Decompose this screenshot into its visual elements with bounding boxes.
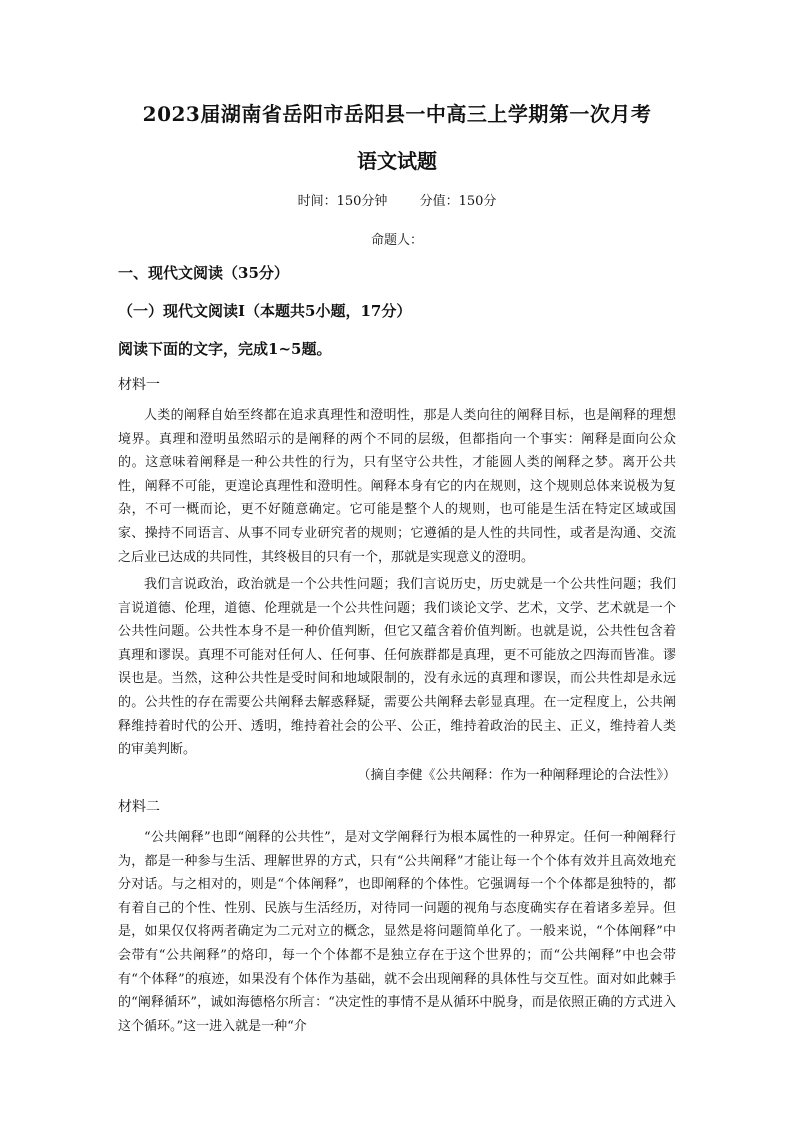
exam-score: 分值：150分: [419, 194, 497, 209]
material-2-label: 材料二: [118, 799, 160, 815]
exam-meta: [0, 190, 794, 209]
instruction: 阅读下面的文字，完成1~5题。: [118, 340, 332, 358]
material-1-label: 材料一: [118, 377, 160, 393]
material-2-paragraph-1: “公共阐释”也即“阐释的公共性”，是对文学阐释行为根本属性的一种界定。任何一种阐释行为，都是一种参与生活、理解世界的方式，只有“公共阐释”才能让每一个个体有效并且高效地充分对话。与之相对的，则是“个体阐释”，也即阐释的个体性。它强调每一个个体都是独特的，都有着自己的个性、性别、民族与生活经历，对待同一问题的视角与态度确实存在着诸多差异。但是，如果仅仅将两者确定为二元对立的概念，显然是将问题简单化了。一般来说，“个体阐释”中会带有“公共阐释”的烙印，每一个个体都不是独立存在于这个世界的；而“公共阐释”中也会带有“个体释”的痕迹，如果没有个体作为基础，就不会出现阐释的具体性与交互性。面对如此棘手的“阐释循环”，诚如海德格尔所言：“决定性的事情不是从循环中脱身，而是依照正确的方式进入这个循环。”这一进入就是一种“介: [118, 830, 676, 1034]
material-1-paragraph-2: 我们言说政治，政治就是一个公共性问题；我们言说历史，历史就是一个公共性问题；我们言说道德、伦理，道德、伦理就是一个公共性问题；我们谈论文学、艺术，文学、艺术就是一个公共性问题。公共性本身不是一种价值判断，但它又蕴含着价值判断。也就是说，公共性包含着真理和谬误。真理不可能对任何人、任何事、任何族群都是真理，更不可能放之四海而皆准。谬误也是。当然，这种公共性是受时间和地域限制的，没有永远的真理和谬误，而公共性却是永远的。公共性的存在需要公共阐释去解惑释疑，需要公共阐释去彰显真理。在一定程度上，公共阐释维持着时代的公开、透明，维持着社会的公平、公正，维持着政治的民主、正义，维持着人类的审美判断。: [118, 577, 676, 758]
material-1-source: （摘自李健《公共阐释：作为一种阐释理论的合法性》）: [357, 768, 676, 783]
section-heading: 一、现代文阅读（35分）: [118, 264, 289, 282]
material-1-paragraph-1: 人类的阐释自始至终都在追求真理性和澄明性，那是人类向往的阐释目标，也是阐释的理想境界。真理和澄明虽然昭示的是阐释的两个不同的层级，但都指向一个事实：阐释是面向公众的。这意味着阐释是一种公共性的行为，只有坚守公共性，才能圆人类的阐释之梦。离开公共性，阐释不可能，更遑论真理性和澄明性。阐释本身有它的内在规则，这个规则总体来说极为复杂，不可一概而论，更不好随意确定。它可能是整个人的规则，也可能是生活在特定区域或国家、操持不同语言、从事不同专业研究者的规则；它遵循的是人性的共同性，或者是沟通、交流之后业已达成的共同性，其终极目的只有一个，那就是实现意义的澄明。: [118, 408, 676, 565]
exam-time: 时间：150分钟: [297, 194, 388, 209]
exam-subtitle: 语文试题: [357, 149, 437, 173]
exam-author: 命题人：: [370, 233, 423, 248]
exam-title: 2023届湖南省岳阳市岳阳县一中高三上学期第一次月考: [142, 102, 652, 126]
subsection-heading: （一）现代文阅读Ⅰ（本题共5小题，17分）: [118, 302, 412, 320]
